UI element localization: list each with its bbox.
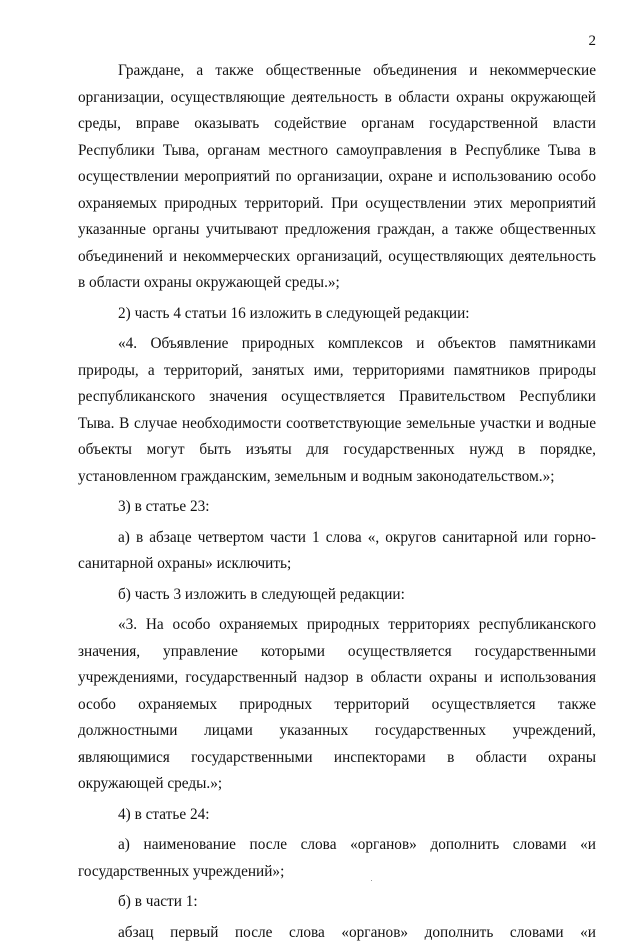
paragraph-item-4: 4) в статье 24:: [118, 805, 210, 823]
paragraph-item-3b: б) часть 3 изложить в следующей редакции:: [118, 585, 405, 603]
paragraph-item-3a: а) в абзаце четвертом части 1 слова «, округов санитарной или горно-санитарной охраны» исключить;: [78, 528, 596, 572]
scan-speck: [371, 880, 372, 881]
page-number: 2: [588, 33, 596, 49]
paragraph-citizens-assistance: Граждане, а также общественные объединения и некоммерческие организации, осуществляющие деятельность в области охраны окружающей среды, вправе оказывать содействие органам государственной власти Республики Тыва, органам местного самоуправления в Республике Тыва в осуществлении мероприятий по организации, охране и использованию особо охраняемых природных территорий. При осуществлении этих мероприятий указанные органы учитывают предложения граждан, а также общественных объединений и некоммерческих организаций, осуществляющих деятельность в области охраны окружающей среды.»;: [78, 62, 596, 291]
paragraph-article-16-part-4: «4. Объявление природных комплексов и объектов памятниками природы, а территорий, занятых ими, территориями памятников природы республиканского значения осуществляется Правительством Республики Тыва. В случае необходимости соответствующие земельные участки и водные объекты могут быть изъяты для государственных нужд в порядке, установленном гражданским, земельным и водным законодательством.»;: [78, 335, 596, 485]
document-body: [78, 58, 596, 950]
paragraph-item-3: 3) в статье 23:: [118, 498, 210, 515]
paragraph-item-4a: а) наименование после слова «органов» дополнить словами «и государственных учреждений»;: [78, 836, 596, 880]
paragraph-first-abzats: абзац первый после слова «органов» дополнить словами «и: [118, 923, 596, 941]
paragraph-article-23-part-3: «3. На особо охраняемых природных территориях республиканского значения, управление которыми осуществляется государственными учреждениями, государственный надзор в области охраны и использования особо охраняемых природных территорий осуществляется также должностными лицами указанных государственных учреждений, являющимися государственными инспекторами в области охраны окружающей среды.»;: [78, 616, 596, 792]
paragraph-item-4b: б) в части 1:: [118, 893, 198, 910]
paragraph-item-2: 2) часть 4 статьи 16 изложить в следующей редакции:: [118, 304, 470, 322]
